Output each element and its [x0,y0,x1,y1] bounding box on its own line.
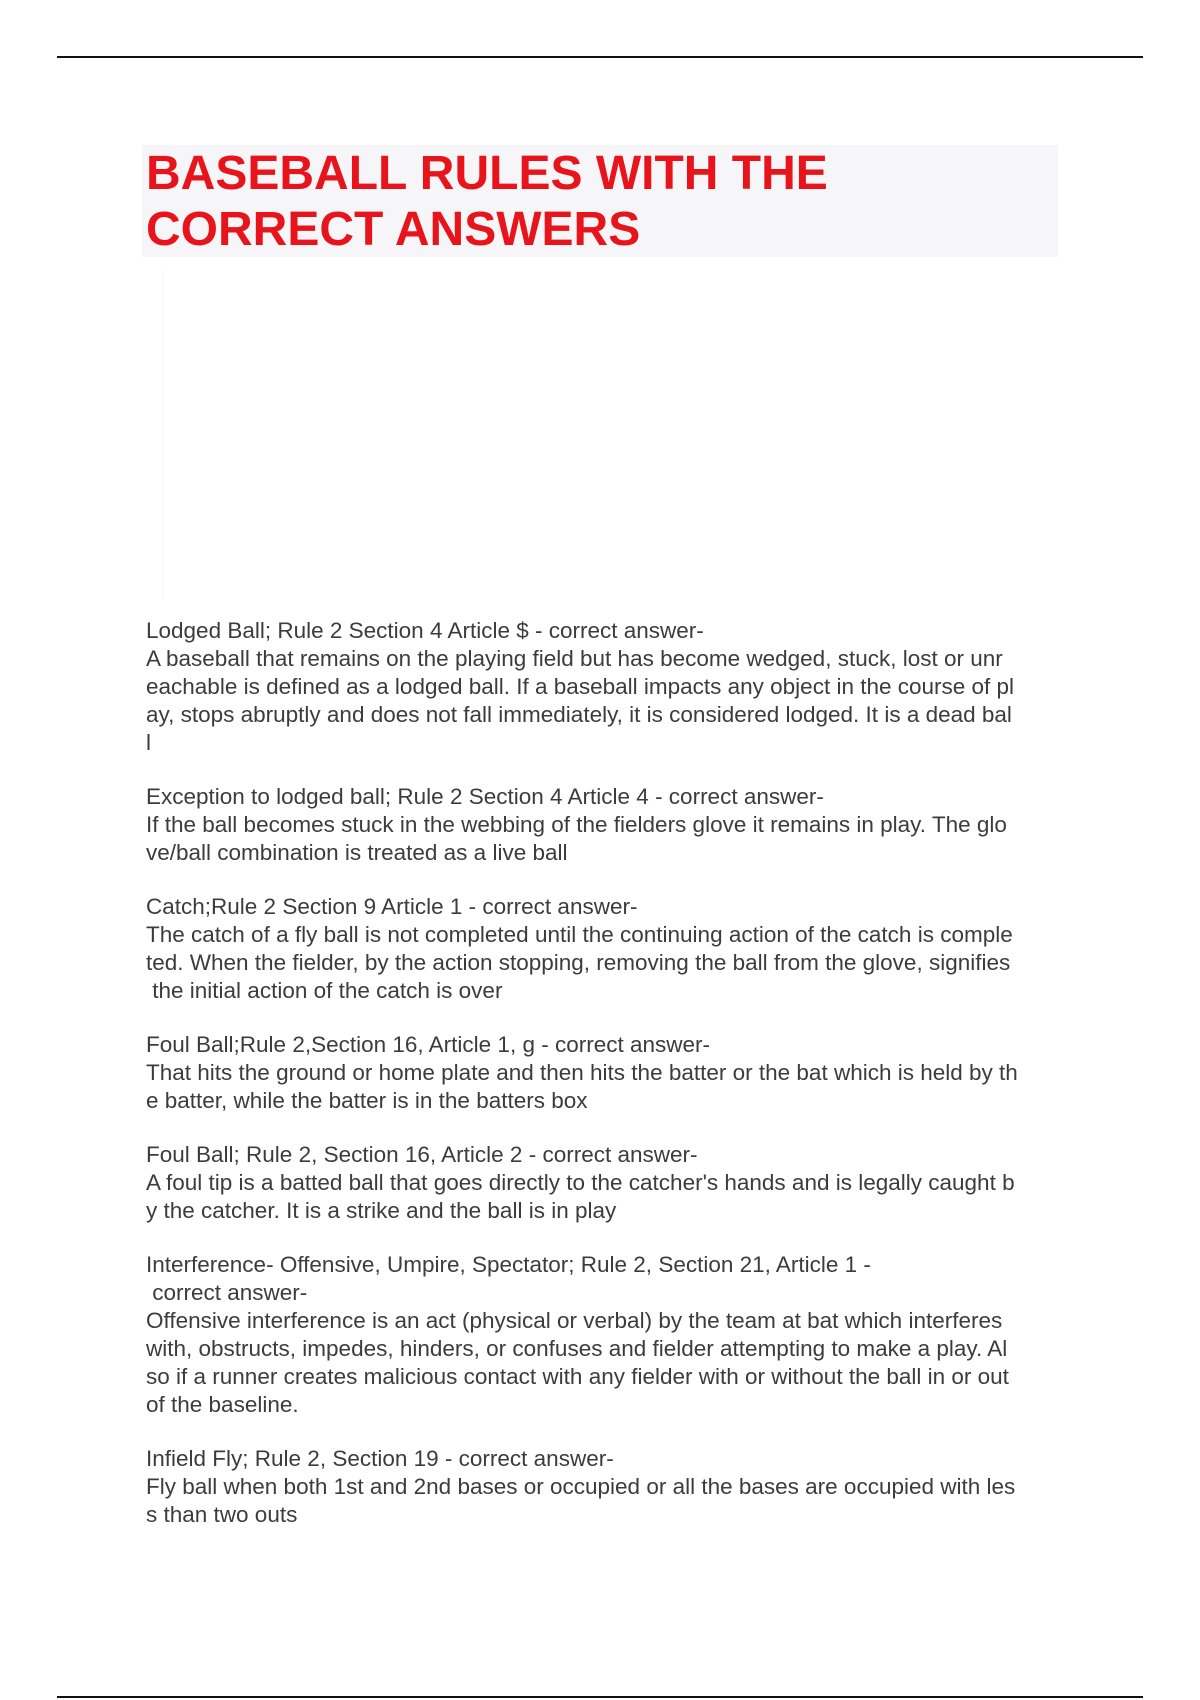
qa-entry-infield-fly [146,1445,1066,1529]
entry-question: correct answer- [146,1280,308,1305]
entry-answer-line: l [146,730,151,755]
entry-answer-line: ve/ball combination is treated as a live ball [146,840,568,865]
entry-question: Catch;Rule 2 Section 9 Article 1 - correct answer- [146,894,638,919]
entry-answer-line: That hits the ground or home plate and then hits the batter or the bat which is held by th [146,1060,1018,1085]
qa-entry-interference [146,1251,1066,1419]
entry-answer-line: A baseball that remains on the playing field but has become wedged, stuck, lost or unr [146,646,1003,671]
qa-entry-foul-ball-1 [146,1031,1066,1115]
entry-question: Infield Fly; Rule 2, Section 19 - correct answer- [146,1446,614,1471]
entry-answer-line: so if a runner creates malicious contact with any fielder with or without the ball in or out [146,1364,1009,1389]
entry-answer-line: ay, stops abruptly and does not fall immediately, it is considered lodged. It is a dead bal [146,702,1012,727]
qa-entry-foul-ball-2 [146,1141,1066,1225]
bottom-divider [57,1696,1143,1698]
entry-answer-line: If the ball becomes stuck in the webbing of the fielders glove it remains in play. The glo [146,812,1007,837]
entry-answer-line: with, obstructs, impedes, hinders, or confuses and fielder attempting to make a play. Al [146,1336,1008,1361]
entry-answer-line: s than two outs [146,1502,298,1527]
qa-list [146,617,1066,1555]
entry-answer-line: Offensive interference is an act (physical or verbal) by the team at bat which interferes [146,1308,1003,1333]
qa-entry-catch [146,893,1066,1005]
scan-artifact [162,270,164,600]
document-title [146,146,1046,258]
qa-entry-lodged-exception [146,783,1066,867]
entry-answer-line: of the baseline. [146,1392,299,1417]
entry-answer-line: y the catcher. It is a strike and the ball is in play [146,1198,617,1223]
entry-question: Foul Ball; Rule 2, Section 16, Article 2 - correct answer- [146,1142,698,1167]
entry-answer-line: The catch of a fly ball is not completed until the continuing action of the catch is comple [146,922,1013,947]
entry-answer-line: ted. When the fielder, by the action stopping, removing the ball from the glove, signifies [146,950,1011,975]
entry-answer-line: e batter, while the batter is in the batters box [146,1088,588,1113]
entry-question: Exception to lodged ball; Rule 2 Section 4 Article 4 - correct answer- [146,784,824,809]
entry-question: Foul Ball;Rule 2,Section 16, Article 1, g - correct answer- [146,1032,710,1057]
entry-answer-line: A foul tip is a batted ball that goes directly to the catcher's hands and is legally caught b [146,1170,1015,1195]
title-line-1: BASEBALL RULES WITH THE [146,147,828,200]
entry-answer-line: eachable is defined as a lodged ball. If a baseball impacts any object in the course of pl [146,674,1015,699]
entry-answer-line: the initial action of the catch is over [146,978,503,1003]
top-divider [57,56,1143,58]
entry-question: Lodged Ball; Rule 2 Section 4 Article $ - correct answer- [146,618,704,643]
entry-question: Interference- Offensive, Umpire, Spectator; Rule 2, Section 21, Article 1 - [146,1252,871,1277]
title-line-2: CORRECT ANSWERS [146,203,641,256]
qa-entry-lodged-ball [146,617,1066,757]
entry-answer-line: Fly ball when both 1st and 2nd bases or occupied or all the bases are occupied with les [146,1474,1016,1499]
